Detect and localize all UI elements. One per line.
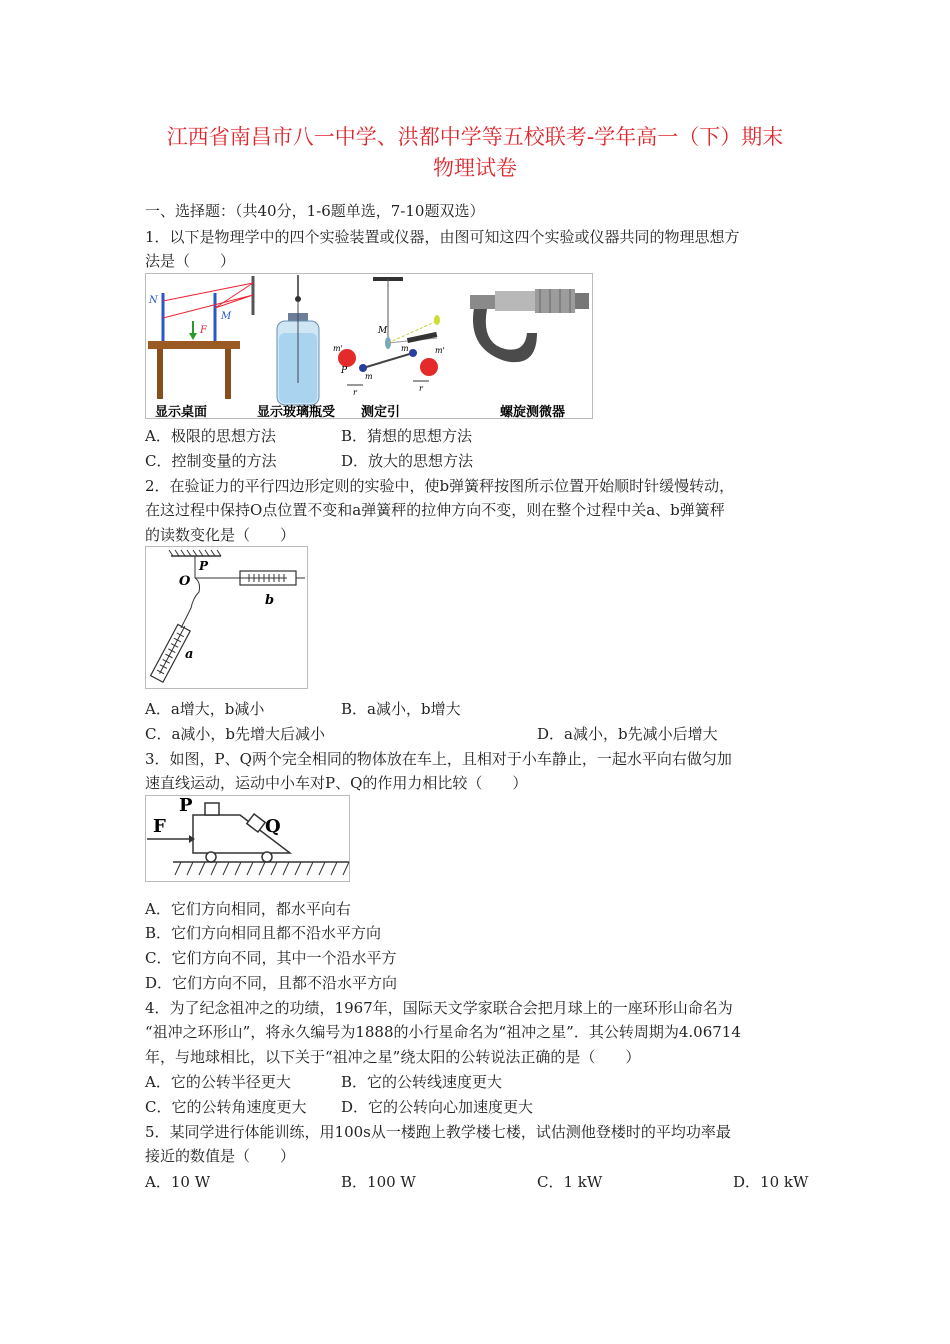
- section-heading: 一、选择题：（共40分，1-6题单选，7-10题双选）: [145, 202, 485, 220]
- q2-figure: [145, 546, 308, 689]
- q2-text-line3: 的读数变化是（ ）: [145, 526, 296, 544]
- q1-figure: [145, 273, 593, 419]
- q1-letter-p: P: [341, 366, 348, 376]
- q3-letter-p: P: [179, 795, 193, 816]
- q3-option-d: D．它们方向不同，且都不沿水平方向: [145, 974, 398, 992]
- q5-option-d: D．10 kW: [733, 1173, 809, 1191]
- q2-text-line1: 2．在验证力的平行四边形定则的实验中，使b弹簧秤按图所示位置开始顺时针缓慢转动，: [145, 477, 735, 495]
- q4-text-line1: 4．为了纪念祖冲之的功绩，1967年，国际天文学家联合会把月球上的一座环形山命名为: [145, 999, 733, 1017]
- q4-text-line3: 年，与地球相比，以下关于“祖冲之星”绕太阳的公转说法正确的是（ ）: [145, 1048, 641, 1066]
- q1-option-b: B．猜想的思想方法: [341, 427, 473, 445]
- q1-letter-f: F: [200, 325, 207, 336]
- q3-option-c: C．它们方向不同，其中一个沿水平方: [145, 949, 397, 967]
- q2-letter-b: b: [265, 593, 275, 608]
- q2-option-d: D．a减小，b先减小后增大: [537, 725, 718, 743]
- table-mirror-apparatus: [148, 276, 253, 399]
- q3-option-a: A．它们方向相同，都水平向右: [145, 900, 351, 918]
- q1-fig-label-3: 测定引: [361, 405, 401, 419]
- q1-letter-msmall2: m: [401, 344, 409, 353]
- q4-option-d: D．它的公转向心加速度更大: [341, 1098, 534, 1116]
- q5-option-c: C．1 kW: [537, 1173, 603, 1191]
- q5-text-line1: 5．某同学进行体能训练，用100s从一楼跑上教学楼七楼，试估测他登楼时的平均功率最: [145, 1123, 731, 1141]
- q3-text-line2: 速直线运动，运动中小车对P、Q的作用力相比较（ ）: [145, 774, 528, 792]
- q1-letter-mprime2: m': [435, 346, 445, 355]
- q5-option-a: A．10 W: [145, 1173, 211, 1191]
- q1-option-a: A．极限的思想方法: [145, 427, 276, 445]
- arrow-right-icon: [189, 835, 195, 843]
- micrometer-icon: [470, 289, 589, 362]
- q1-letter-r: r: [353, 388, 357, 397]
- q2-letter-p: P: [199, 559, 209, 573]
- q1-letter-m-mid: M: [378, 326, 388, 336]
- q4-option-a: A．它的公转半径更大: [145, 1073, 291, 1091]
- q2-letter-o: O: [179, 574, 191, 589]
- block-q: [247, 814, 265, 832]
- q1-option-d: D．放大的思想方法: [341, 452, 474, 470]
- q1-fig-label-2: 显示玻璃瓶受: [257, 405, 336, 419]
- q5-option-b: B．100 W: [341, 1173, 416, 1191]
- q1-letter-m: M: [221, 311, 232, 322]
- q1-fig-label-4: 螺旋测微器: [500, 405, 566, 419]
- torsion-balance-apparatus: [338, 279, 440, 385]
- q1-text-line2: 法是（ ）: [145, 252, 236, 270]
- q3-option-b: B．它们方向相同且都不沿水平方向: [145, 924, 382, 942]
- q5-text-line2: 接近的数值是（ ）: [145, 1147, 296, 1165]
- doc-title-line1: 江西省南昌市八一中学、洪都中学等五校联考-学年高一（下）期末: [166, 125, 784, 149]
- doc-title-line2: 物理试卷: [433, 156, 517, 180]
- q3-letter-f: F: [153, 816, 166, 837]
- q1-text-line1: 1．以下是物理学中的四个实验装置或仪器，由图可知这四个实验或仪器共同的物理思想方: [145, 228, 740, 246]
- q4-option-c: C．它的公转角速度更大: [145, 1098, 307, 1116]
- q1-letter-mprime: m': [333, 344, 343, 353]
- q2-option-b: B．a减小，b增大: [341, 700, 461, 718]
- spring-scale-b: [237, 571, 305, 585]
- q3-text-line1: 3．如图，P、Q两个完全相同的物体放在车上，且相对于小车静止，一起水平向右做匀加: [145, 750, 732, 768]
- q3-letter-q: Q: [265, 816, 281, 837]
- block-p: [205, 803, 219, 815]
- q4-text-line2: “祖冲之环形山”，将永久编号为1888的小行星命名为“祖冲之星”．其公转周期为4.06714: [145, 1023, 741, 1041]
- q1-letter-r2: r: [419, 384, 423, 393]
- q4-option-b: B．它的公转线速度更大: [341, 1073, 503, 1091]
- q1-option-c: C．控制变量的方法: [145, 452, 277, 470]
- q3-figure: [145, 795, 350, 882]
- q2-letter-a: a: [185, 647, 194, 662]
- q2-option-c: C．a减小，b先增大后减小: [145, 725, 326, 743]
- q1-letter-msmall: m: [365, 372, 373, 381]
- q1-letter-n: N: [149, 295, 158, 306]
- glass-bottle-apparatus: [277, 275, 319, 405]
- q2-text-line2: 在这过程中保持O点位置不变和a弹簧秤的拉伸方向不变，则在整个过程中关a、b弹簧秤: [145, 501, 725, 519]
- q1-fig-label-1: 显示桌面: [155, 405, 208, 419]
- q2-option-a: A．a增大，b减小: [145, 700, 265, 718]
